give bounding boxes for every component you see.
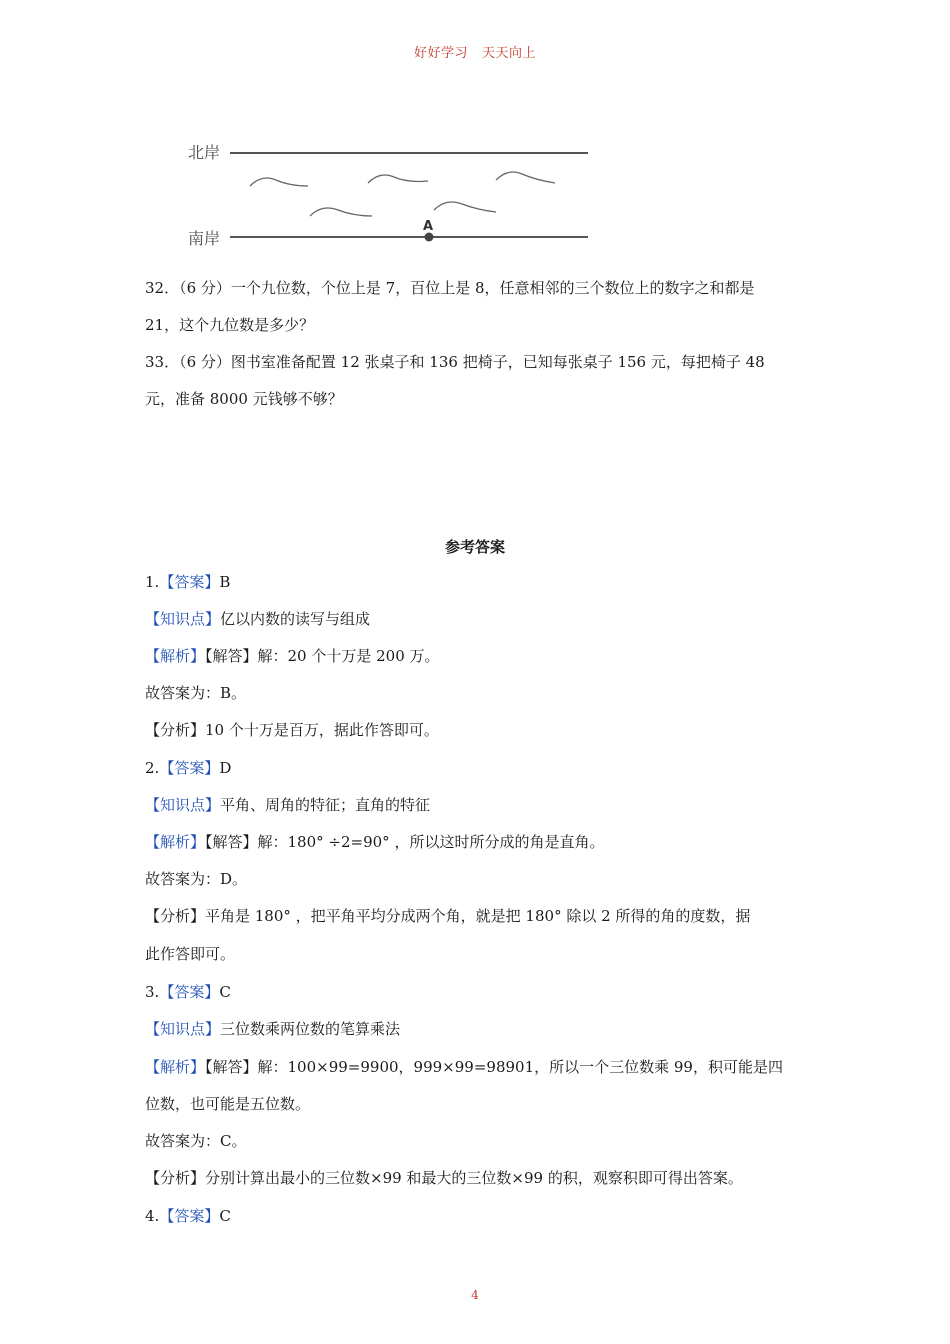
header-left: 好好学习 <box>413 46 468 61</box>
answer-line: 【知识点】三位数乘两位数的笔算乘法 <box>145 1020 401 1038</box>
answer-line: 位数，也可能是五位数。 <box>145 1095 311 1113</box>
question-text: 32．（6 分）一个九位数，个位上是 7，百位上是 8，任意相邻的三个数位上的数字之和都是 <box>145 279 755 297</box>
answer-line: 【解析】【解答】解：20 个十万是 200 万。 <box>145 647 440 665</box>
answers-title: 参考答案 <box>444 538 505 556</box>
answer-line: 【分析】10 个十万是百万，据此作答即可。 <box>145 721 439 739</box>
answer-line: 3.【答案】C <box>145 983 231 1001</box>
wave-1 <box>250 178 308 186</box>
analysis-tag: 【解析】 <box>145 647 206 665</box>
answer-tag: 【答案】 <box>159 573 220 591</box>
wave-3 <box>496 172 555 183</box>
answer-line: 1.【答案】B <box>145 573 231 591</box>
north-bank-label: 北岸 <box>188 143 221 162</box>
point-a-label: A <box>423 219 434 234</box>
wave-5 <box>434 202 496 212</box>
question-32 <box>145 270 810 344</box>
question-text: 33．（6 分）图书室准备配置 12 张桌子和 136 把椅子，已知每张桌子 156 元，每把椅子 48 <box>145 353 765 371</box>
answer-line: 故答案为：C。 <box>145 1132 247 1150</box>
answer-line: 【分析】分别计算出最小的三位数×99 和最大的三位数×99 的积，观察积即可得出答案。 <box>145 1169 743 1187</box>
analysis-tag: 【解析】 <box>145 833 206 851</box>
page-header <box>0 42 950 61</box>
wave-2 <box>368 175 428 183</box>
answer-line: 【知识点】平角、周角的特征；直角的特征 <box>145 796 431 814</box>
river-diagram <box>180 128 600 253</box>
answer-line: 此作答即可。 <box>145 945 236 963</box>
analysis-tag: 【解析】 <box>145 1058 206 1076</box>
question-33 <box>145 344 810 418</box>
knowledge-tag: 【知识点】 <box>145 1020 221 1038</box>
answer-line: 故答案为：D。 <box>145 870 248 888</box>
answer-line: 【分析】平角是 180° ，把平角平均分成两个角，就是把 180° 除以 2 所得的角的度数，据 <box>145 907 751 925</box>
answer-line: 【解析】【解答】解：180° ÷2=90° ，所以这时所分成的角是直角。 <box>145 833 605 851</box>
knowledge-tag: 【知识点】 <box>145 610 221 628</box>
header-right: 天天向上 <box>482 46 537 61</box>
answer-tag: 【答案】 <box>159 759 220 777</box>
question-text: 元，准备 8000 元钱够不够？ <box>145 390 343 408</box>
knowledge-tag: 【知识点】 <box>145 796 221 814</box>
question-text: 21，这个九位数是多少？ <box>145 316 315 334</box>
answer-tag: 【答案】 <box>159 983 220 1001</box>
wave-4 <box>310 208 372 216</box>
answer-line: 2.【答案】D <box>145 759 232 777</box>
answer-line: 【知识点】亿以内数的读写与组成 <box>145 610 371 628</box>
answer-tag: 【答案】 <box>159 1207 220 1225</box>
south-bank-label: 南岸 <box>188 229 221 248</box>
answer-line: 4.【答案】C <box>145 1207 231 1225</box>
questions <box>145 270 810 418</box>
answer-line: 【解析】【解答】解：100×99=9900，999×99=98901，所以一个三位数乘 99，积可能是四 <box>145 1058 783 1076</box>
answer-line: 故答案为：B。 <box>145 684 247 702</box>
page-number: 4 <box>471 1288 479 1302</box>
